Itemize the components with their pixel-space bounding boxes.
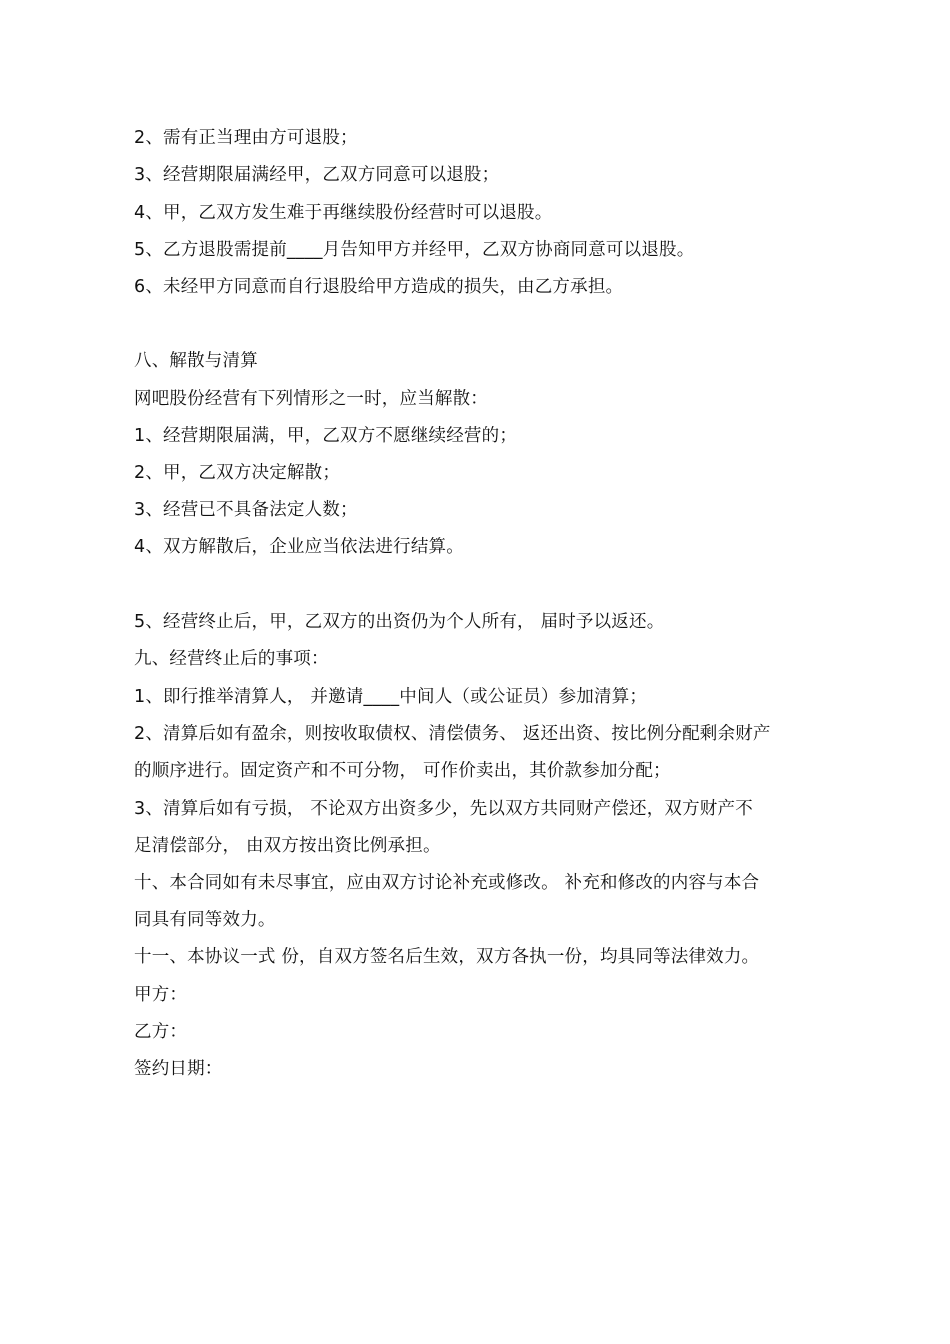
section-heading: 八、解散与清算	[134, 351, 258, 371]
section-heading: 九、经营终止后的事项：	[134, 649, 329, 669]
text-line: 3、清算后如有亏损， 不论双方出资多少，先以双方共同财产偿还，双方财产不	[134, 799, 753, 819]
text-line: 2、需有正当理由方可退股；	[134, 128, 358, 148]
text-line: 4、双方解散后，企业应当依法进行结算。	[134, 537, 464, 557]
text-line: 6、未经甲方同意而自行退股给甲方造成的损失，由乙方承担。	[134, 277, 624, 297]
signing-date-label: 签约日期：	[134, 1059, 223, 1079]
section-heading: 十、本合同如有未尽事宜，应由双方讨论补充或修改。 补充和修改的内容与本合	[134, 873, 760, 893]
section-heading: 十一、本协议一式 份，自双方签名后生效，双方各执一份，均具同等法律效力。	[134, 947, 760, 967]
text-line: 同具有同等效力。	[134, 910, 276, 930]
text-line: 4、甲，乙双方发生难于再继续股份经营时可以退股。	[134, 203, 553, 223]
text-line: 的顺序进行。固定资产和不可分物， 可作价卖出，其价款参加分配；	[134, 761, 671, 781]
text-line: 5、乙方退股需提前____月告知甲方并经甲，乙双方协商同意可以退股。	[134, 240, 695, 260]
text-line: 2、甲，乙双方决定解散；	[134, 463, 341, 483]
text-line: 1、经营期限届满，甲，乙双方不愿继续经营的；	[134, 426, 518, 446]
text-line: 1、即行推举清算人， 并邀请____中间人（或公证员）参加清算；	[134, 687, 648, 707]
text-line: 足清偿部分， 由双方按出资比例承担。	[134, 836, 441, 856]
text-line: 2、清算后如有盈余，则按收取债权、清偿债务、 返还出资、按比例分配剩余财产	[134, 724, 771, 744]
party-a-label: 甲方：	[134, 985, 188, 1005]
party-b-label: 乙方：	[134, 1022, 188, 1042]
text-line: 5、经营终止后，甲，乙双方的出资仍为个人所有， 届时予以返还。	[134, 612, 665, 632]
text-line: 3、经营期限届满经甲，乙双方同意可以退股；	[134, 165, 500, 185]
text-line: 网吧股份经营有下列情形之一时，应当解散：	[134, 389, 488, 409]
text-line: 3、经营已不具备法定人数；	[134, 500, 358, 520]
